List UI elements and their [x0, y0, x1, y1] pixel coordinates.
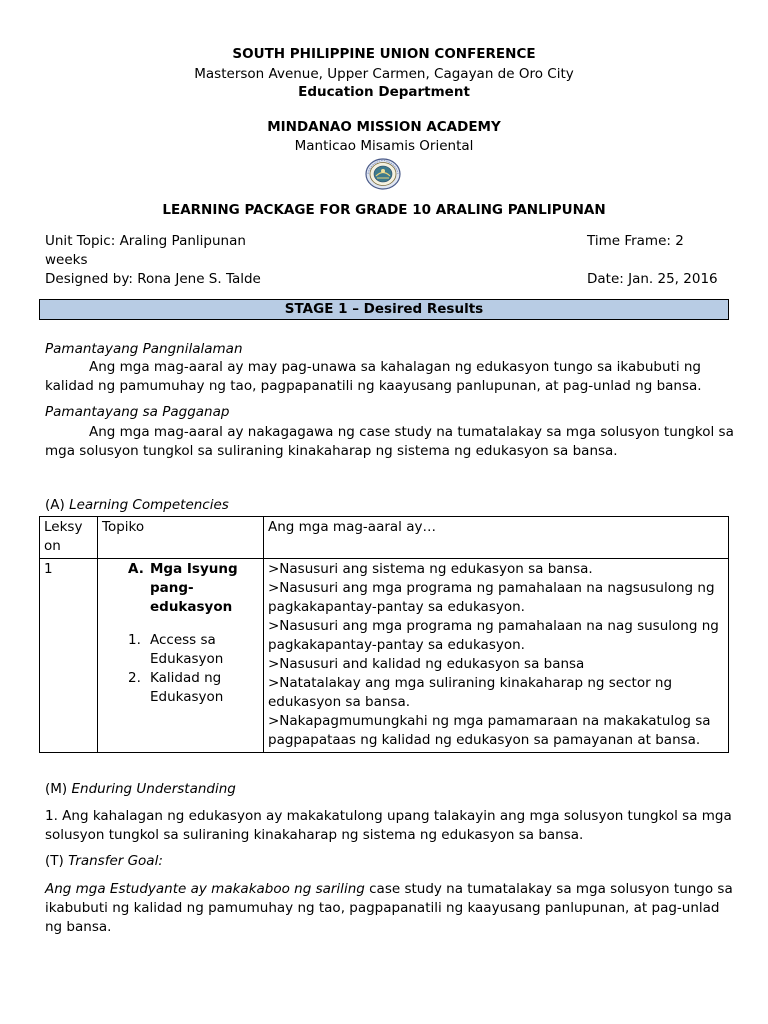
- column-header-topic: Topiko: [98, 517, 264, 559]
- subtopic-number: 1.: [128, 632, 141, 648]
- objectives-cell: [264, 559, 729, 753]
- table-header-row: [40, 517, 729, 559]
- school-name: MINDANAO MISSION ACADEMY: [267, 119, 501, 135]
- transfer-prefix: (T): [45, 853, 69, 869]
- topic-heading: [102, 560, 259, 617]
- enduring-prefix: (M): [45, 781, 72, 797]
- subtopic-item: [102, 631, 259, 669]
- transfer-heading: [45, 852, 163, 871]
- subtopic-text: Access sa Edukasyon: [150, 632, 224, 667]
- package-title: LEARNING PACKAGE FOR GRADE 10 ARALING PANLIPUNAN: [162, 202, 606, 218]
- topic-letter: A.: [128, 561, 144, 577]
- content-standard-heading: Pamantayang Pangnilalaman: [45, 341, 243, 357]
- subtopic-number: 2.: [128, 670, 141, 686]
- transfer-body: case study na tumatalakay sa mga solusyon tungo sa ikabubuti ng kalidad ng pamumuhay ng tao, pagpapanatili ng kaayusang panlupunan, at pag-unlad ng bansa.: [45, 881, 733, 935]
- objective-item: >Nasusuri ang mga programa ng pamahalaan na nag susulong ng pagkakapantay-pantay sa edukasyon.: [268, 618, 719, 653]
- enduring-text: 1. Ang kahalagan ng edukasyon ay makakatulong upang talakayin ang mga solusyon tungkol sa mga solusyon tungkol sa suliraning kinakaharap ng sistema ng edukasyon sa bansa.: [45, 808, 732, 843]
- lesson-number: 1: [40, 559, 98, 753]
- competencies-title: Learning Competencies: [69, 497, 229, 513]
- stage-1-header: STAGE 1 – Desired Results: [39, 299, 729, 320]
- transfer-title: Transfer Goal:: [68, 853, 163, 869]
- unit-topic-wrap: weeks: [45, 252, 88, 268]
- document-date: Date: Jan. 25, 2016: [587, 271, 718, 287]
- time-frame: Time Frame: 2: [587, 233, 684, 249]
- objective-item: >Nasusuri ang mga programa ng pamahalaan na nagsusulong ng pagkakapantay-pantay sa edukasyon.: [268, 580, 715, 615]
- unit-topic: Unit Topic: Araling Panlipunan: [45, 233, 246, 249]
- content-standard-text: Ang mga mag-aaral ay may pag-unawa sa kahalagan ng edukasyon tungo sa ikabubuti ng kalidad ng pamumuhay ng tao, pagpapanatili ng kaayusang panlupunan, at pag-unlad ng bansa.: [45, 359, 702, 394]
- competencies-table: [39, 516, 729, 753]
- objective-item: >Nasusuri ang sistema ng edukasyon sa bansa.: [268, 561, 593, 577]
- competencies-prefix: (A): [45, 497, 70, 513]
- table-row: [40, 559, 729, 753]
- topic-title: Mga Isyung pang-edukasyon: [150, 561, 238, 615]
- objective-item: >Nakapagmumungkahi ng mga pamamaraan na makakatulog sa pagpapataas ng kalidad ng edukasyon sa pamayanan at bansa.: [268, 713, 711, 748]
- designed-by: Designed by: Rona Jene S. Talde: [45, 271, 261, 287]
- competencies-heading: [45, 496, 229, 515]
- enduring-heading: [45, 780, 236, 799]
- transfer-text: [45, 880, 735, 937]
- subtopic-item: [102, 669, 259, 707]
- school-location: Manticao Misamis Oriental: [294, 138, 474, 154]
- objective-item: >Natatalakay ang mga suliraning kinakaharap ng sector ng edukasyon sa bansa.: [268, 675, 673, 710]
- column-header-lesson: Leksy on: [40, 517, 98, 559]
- department-name: Education Department: [298, 84, 470, 100]
- enduring-title: Enduring Understanding: [71, 781, 236, 797]
- conference-address: Masterson Avenue, Upper Carmen, Cagayan de Oro City: [194, 66, 574, 82]
- topic-cell: [98, 559, 264, 753]
- objective-item: >Nasusuri and kalidad ng edukasyon sa bansa: [268, 656, 585, 672]
- conference-name: SOUTH PHILIPPINE UNION CONFERENCE: [232, 46, 536, 62]
- school-seal-icon: [364, 157, 402, 191]
- subtopic-text: Kalidad ng Edukasyon: [150, 670, 224, 705]
- performance-standard-heading: Pamantayang sa Pagganap: [45, 404, 230, 420]
- transfer-lead: Ang mga Estudyante ay makakaboo ng sariling: [45, 881, 365, 897]
- column-header-objectives: Ang mga mag-aaral ay…: [264, 517, 729, 559]
- performance-standard-text: Ang mga mag-aaral ay nakagagawa ng case study na tumatalakay sa mga solusyon tungkol sa mga solusyon tungkol sa suliraning kinakaharap ng sistema ng edukasyon sa bansa.: [45, 424, 734, 459]
